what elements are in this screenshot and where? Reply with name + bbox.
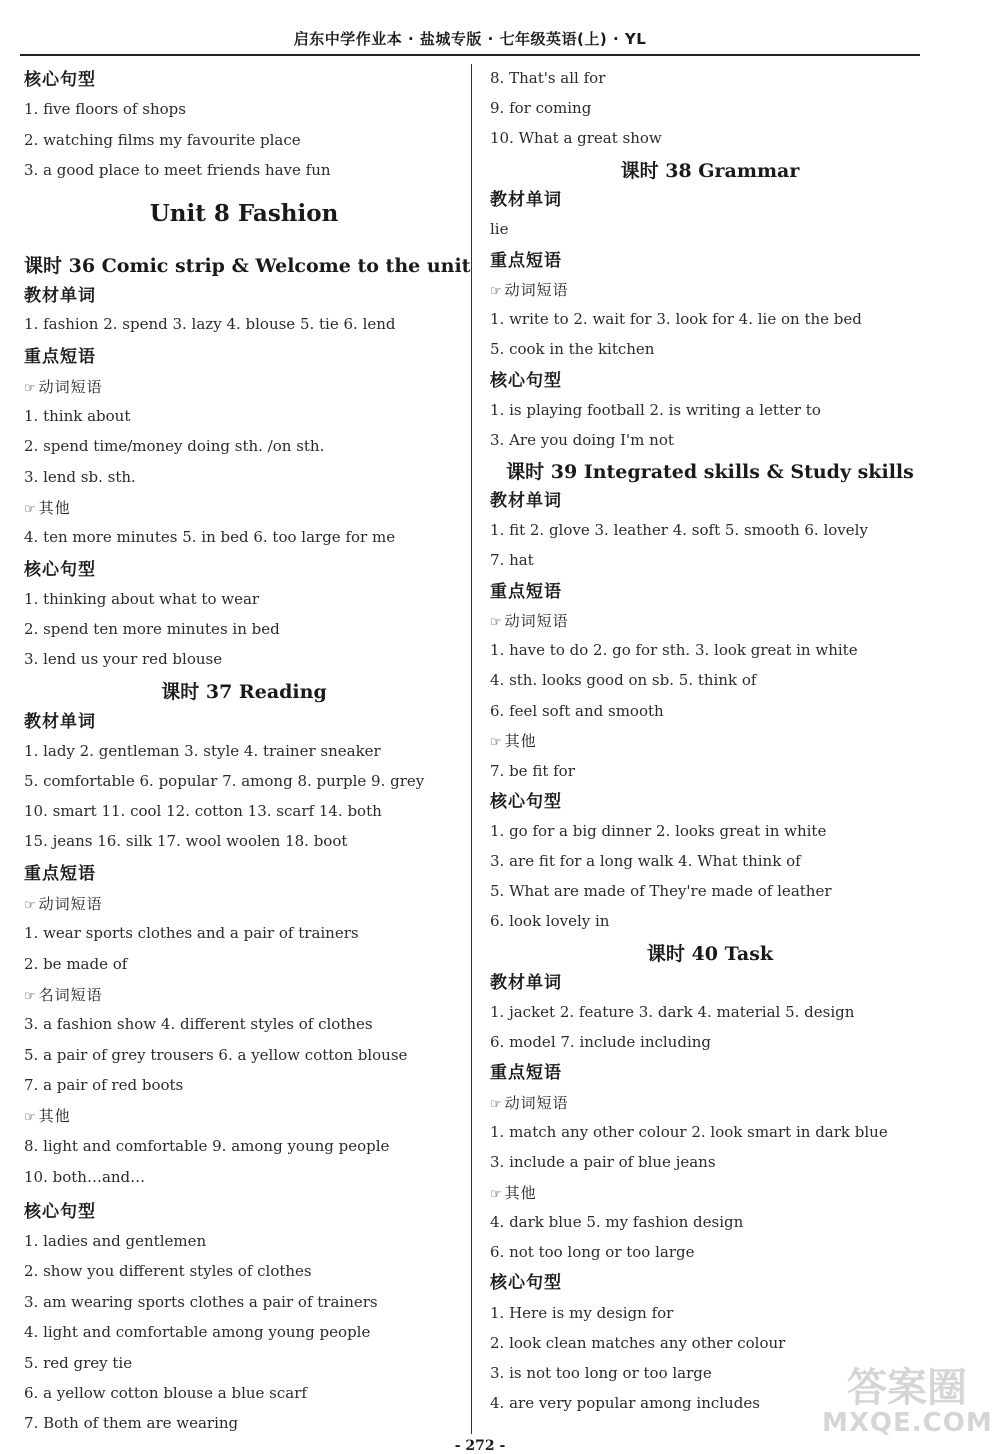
list-item: 5. What are made of They're made of leather (490, 882, 832, 900)
section-title: 教材单词 (24, 712, 96, 732)
pointing-hand-icon: ☞ (24, 502, 37, 517)
lesson-title: 课时 38 Grammar (620, 160, 800, 182)
list-item: 3. lend sb. sth. (24, 468, 136, 486)
section-title: 核心句型 (24, 1202, 96, 1222)
list-item: 2. spend ten more minutes in bed (24, 620, 280, 638)
list-item: lie (490, 220, 509, 238)
list-item: 4. light and comfortable among young people (24, 1323, 371, 1341)
list-item: 1. fashion 2. spend 3. lazy 4. blouse 5. tie 6. lend (24, 315, 396, 333)
subsection-title: ☞ 动词短语 (490, 1094, 569, 1112)
section-title: 重点短语 (490, 251, 562, 271)
pointing-hand-icon: ☞ (490, 615, 503, 630)
subsection-title: ☞ 其他 (24, 1107, 71, 1125)
pointing-hand-icon: ☞ (490, 284, 503, 299)
subsection-title: ☞ 动词短语 (490, 281, 569, 299)
pointing-hand-icon: ☞ (24, 989, 37, 1004)
list-item: 2. watching films my favourite place (24, 131, 301, 149)
lesson-title: 课时 39 Integrated skills & Study skills (506, 461, 914, 483)
pointing-hand-icon: ☞ (490, 1187, 503, 1202)
unit-title: Unit 8 Fashion (149, 200, 339, 227)
list-item: 3. include a pair of blue jeans (490, 1153, 716, 1171)
list-item: 2. spend time/money doing sth. /on sth. (24, 437, 325, 455)
list-item: 10. smart 11. cool 12. cotton 13. scarf 14. both (24, 802, 382, 820)
subsection-title: ☞ 动词短语 (490, 612, 569, 630)
list-item: 1. write to 2. wait for 3. look for 4. lie on the bed (490, 310, 862, 328)
list-item: 5. red grey tie (24, 1354, 133, 1372)
pointing-hand-icon: ☞ (24, 898, 37, 913)
list-item: 5. cook in the kitchen (490, 340, 655, 358)
list-item: 6. not too long or too large (490, 1243, 695, 1261)
section-title: 教材单词 (490, 190, 562, 210)
list-item: 4. dark blue 5. my fashion design (490, 1213, 744, 1231)
lesson-title: 课时 36 Comic strip & Welcome to the unit (24, 255, 471, 277)
list-item: 1. Here is my design for (490, 1304, 674, 1322)
list-item: 1. go for a big dinner 2. looks great in white (490, 822, 827, 840)
lesson-title: 课时 37 Reading (161, 681, 327, 703)
list-item: 1. ladies and gentlemen (24, 1232, 207, 1250)
list-item: 7. hat (490, 551, 534, 569)
section-title: 教材单词 (490, 973, 562, 993)
list-item: 15. jeans 16. silk 17. wool woolen 18. boot (24, 832, 348, 850)
section-title: 重点短语 (490, 1063, 562, 1083)
list-item: 1. is playing football 2. is writing a letter to (490, 401, 821, 419)
subsection-title: ☞ 其他 (490, 1184, 537, 1202)
watermark-bottom-text: MXQE.COM (822, 1408, 993, 1438)
subsection-title: ☞ 动词短语 (24, 895, 103, 913)
list-item: 10. both…and… (24, 1168, 146, 1186)
list-item: 1. jacket 2. feature 3. dark 4. material 5. design (490, 1003, 855, 1021)
section-title: 教材单词 (24, 286, 96, 306)
list-item: 3. a fashion show 4. different styles of clothes (24, 1015, 373, 1033)
list-item: 8. That's all for (490, 69, 606, 87)
page-header (20, 26, 920, 56)
list-item: 4. sth. looks good on sb. 5. think of (490, 671, 757, 689)
list-item: 5. comfortable 6. popular 7. among 8. purple 9. grey (24, 772, 425, 790)
list-item: 8. light and comfortable 9. among young people (24, 1137, 390, 1155)
section-title: 重点短语 (490, 582, 562, 602)
section-title: 重点短语 (24, 864, 96, 884)
section-title: 教材单词 (490, 491, 562, 511)
pointing-hand-icon: ☞ (24, 381, 37, 396)
pointing-hand-icon: ☞ (490, 735, 503, 750)
list-item: 3. is not too long or too large (490, 1364, 712, 1382)
list-item: 7. be fit for (490, 762, 575, 780)
list-item: 2. look clean matches any other colour (490, 1334, 786, 1352)
list-item: 1. thinking about what to wear (24, 590, 260, 608)
list-item: 1. fit 2. glove 3. leather 4. soft 5. smooth 6. lovely (490, 521, 868, 539)
subsection-title: ☞ 动词短语 (24, 378, 103, 396)
pointing-hand-icon: ☞ (24, 1110, 37, 1125)
list-item: 1. have to do 2. go for sth. 3. look great in white (490, 641, 858, 659)
list-item: 6. feel soft and smooth (490, 702, 664, 720)
list-item: 4. ten more minutes 5. in bed 6. too large for me (24, 528, 396, 546)
list-item: 9. for coming (490, 99, 592, 117)
header-title: 启东中学作业本 · 盐城专版 · 七年级英语(上) · YL (293, 30, 647, 48)
list-item: 4. are very popular among includes (490, 1394, 760, 1412)
section-title: 重点短语 (24, 347, 96, 367)
list-item: 1. wear sports clothes and a pair of trainers (24, 924, 359, 942)
list-item: 7. a pair of red boots (24, 1076, 184, 1094)
column-divider (471, 64, 472, 1434)
watermark-top-text: 答案圈 (847, 1365, 967, 1411)
subsection-title: ☞ 其他 (490, 732, 537, 750)
list-item: 3. are fit for a long walk 4. What think of (490, 852, 801, 870)
lesson-title: 课时 40 Task (646, 943, 774, 965)
list-item: 1. five floors of shops (24, 100, 186, 118)
list-item: 3. a good place to meet friends have fun (24, 161, 331, 179)
section-title: 核心句型 (24, 70, 96, 90)
list-item: 1. think about (24, 407, 131, 425)
page-number: - 272 - (454, 1438, 506, 1454)
list-item: 1. lady 2. gentleman 3. style 4. trainer sneaker (24, 742, 381, 760)
section-title: 核心句型 (490, 1273, 562, 1293)
section-title: 核心句型 (24, 560, 96, 580)
list-item: 1. match any other colour 2. look smart in dark blue (490, 1123, 888, 1141)
list-item: 10. What a great show (490, 129, 662, 147)
list-item: 6. model 7. include including (490, 1033, 712, 1051)
list-item: 6. a yellow cotton blouse a blue scarf (24, 1384, 307, 1402)
list-item: 3. am wearing sports clothes a pair of trainers (24, 1293, 378, 1311)
watermark-logo (822, 1356, 992, 1446)
section-title: 核心句型 (490, 792, 562, 812)
list-item: 7. Both of them are wearing (24, 1414, 239, 1432)
subsection-title: ☞ 名词短语 (24, 986, 103, 1004)
list-item: 2. be made of (24, 955, 128, 973)
list-item: 3. lend us your red blouse (24, 650, 223, 668)
section-title: 核心句型 (490, 371, 562, 391)
list-item: 3. Are you doing I'm not (490, 431, 674, 449)
pointing-hand-icon: ☞ (490, 1097, 503, 1112)
list-item: 6. look lovely in (490, 912, 610, 930)
list-item: 5. a pair of grey trousers 6. a yellow cotton blouse (24, 1046, 408, 1064)
subsection-title: ☞ 其他 (24, 499, 71, 517)
list-item: 2. show you different styles of clothes (24, 1262, 312, 1280)
